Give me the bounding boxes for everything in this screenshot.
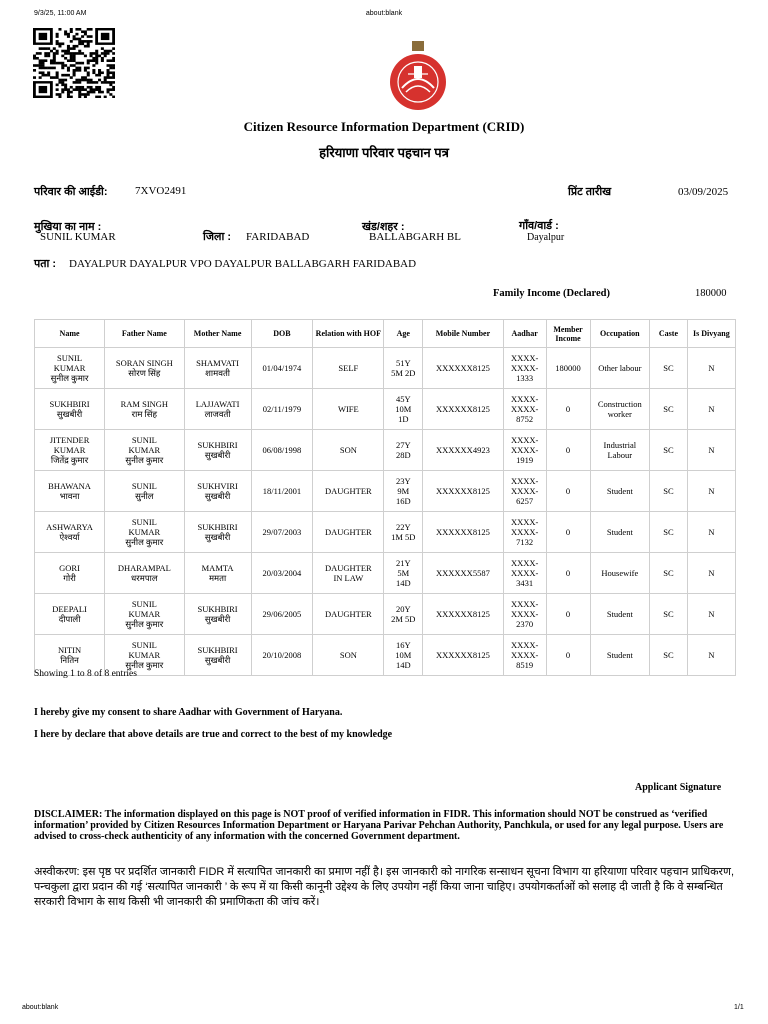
cell-line: XXXX- <box>510 517 539 527</box>
cell-line: 8752 <box>516 414 534 424</box>
cell-line: XXXX- <box>510 527 539 537</box>
cell-line: 9M <box>397 486 410 496</box>
cell-mother <box>184 348 251 389</box>
table-row <box>35 389 736 430</box>
cell-mobile: XXXXXX4923 <box>423 430 504 471</box>
cell-mobile: XXXXXX8125 <box>423 635 504 676</box>
cell-line: जितेंद्र कुमार <box>50 455 89 465</box>
cell-caste: SC <box>650 594 688 635</box>
cell-line: XXXX- <box>510 476 539 486</box>
cell-relation <box>313 348 384 389</box>
cell-income: 0 <box>546 389 590 430</box>
cell-line: धरमपाल <box>131 573 158 583</box>
cell-mobile: XXXXXX8125 <box>423 594 504 635</box>
cell-divyang: N <box>687 553 735 594</box>
cell-line: SUKHBIRI <box>197 604 238 614</box>
cell-line: ऐश्वर्या <box>59 532 80 542</box>
cell-line: Industrial <box>603 440 637 450</box>
cell-line: XXXX- <box>510 650 539 660</box>
cell-mother <box>184 553 251 594</box>
cell-line: GORI <box>59 563 80 573</box>
cell-occupation <box>590 430 650 471</box>
cell-father <box>105 430 185 471</box>
cell-line: KUMAR <box>128 609 161 619</box>
cell-line: SUNIL <box>131 640 157 650</box>
cell-caste: SC <box>650 389 688 430</box>
cell-line: 1D <box>398 414 409 424</box>
cell-line: BHAWANA <box>48 481 91 491</box>
cell-line: SUKHBIRI <box>197 522 238 532</box>
district-value: FARIDABAD <box>246 231 310 243</box>
cell-line: 14D <box>395 660 411 670</box>
cell-line: XXXX- <box>510 445 539 455</box>
cell-line: Student <box>606 486 633 496</box>
cell-line: XXXX- <box>510 394 539 404</box>
cell-line: 6257 <box>516 496 534 506</box>
cell-income: 0 <box>546 594 590 635</box>
cell-dob: 06/08/1998 <box>251 430 313 471</box>
cell-divyang: N <box>687 594 735 635</box>
cell-line: XXXX- <box>510 640 539 650</box>
cell-father <box>105 594 185 635</box>
cell-line: SHAMVATI <box>196 358 239 368</box>
cell-income: 0 <box>546 635 590 676</box>
haryana-emblem-icon <box>388 40 448 112</box>
cell-line: Student <box>606 609 633 619</box>
cell-line: SUNIL <box>57 353 83 363</box>
cell-dob: 01/04/1974 <box>251 348 313 389</box>
cell-line: SELF <box>338 363 359 373</box>
family-id-value: 7XVO2491 <box>135 185 187 197</box>
cell-relation <box>313 594 384 635</box>
column-header: Age <box>384 320 423 348</box>
cell-divyang: N <box>687 635 735 676</box>
cell-line: Student <box>606 527 633 537</box>
head-label: मुखिया का नाम : <box>34 221 102 233</box>
cell-line: SUKHBIRI <box>197 645 238 655</box>
cell-line: XXXX- <box>510 609 539 619</box>
column-header: Aadhar <box>503 320 546 348</box>
cell-line: 10M <box>395 404 412 414</box>
table-row <box>35 471 736 512</box>
cell-mobile: XXXXXX8125 <box>423 389 504 430</box>
cell-occupation <box>590 512 650 553</box>
cell-mobile: XXXXXX5587 <box>423 553 504 594</box>
column-header: Mother Name <box>184 320 251 348</box>
cell-age <box>384 553 423 594</box>
cell-father <box>105 512 185 553</box>
cell-aadhar <box>503 553 546 594</box>
cell-line: 14D <box>395 578 411 588</box>
cell-line: 2M 5D <box>391 614 416 624</box>
print-date-value: 03/09/2025 <box>678 186 729 198</box>
cell-line: 1919 <box>516 455 534 465</box>
print-date-label: प्रिंट तारीख <box>568 186 612 198</box>
cell-occupation <box>590 635 650 676</box>
cell-line: नितिन <box>60 655 79 665</box>
cell-line: सुखबीरी <box>204 450 231 460</box>
cell-line: JITENDER <box>49 435 90 445</box>
cell-father <box>105 471 185 512</box>
cell-line: शामवती <box>205 368 230 378</box>
cell-line: XXXX- <box>510 363 539 373</box>
cell-income: 0 <box>546 512 590 553</box>
cell-income: 180000 <box>546 348 590 389</box>
cell-aadhar <box>503 348 546 389</box>
cell-age <box>384 512 423 553</box>
address-value: DAYALPUR DAYALPUR VPO DAYALPUR BALLABGARH FARIDABAD <box>69 258 417 270</box>
cell-aadhar <box>503 635 546 676</box>
cell-line: Labour <box>607 450 633 460</box>
cell-line: KUMAR <box>128 445 161 455</box>
cell-line: सुखबीरी <box>56 409 83 419</box>
cell-occupation <box>590 389 650 430</box>
cell-name <box>35 594 105 635</box>
cell-aadhar <box>503 471 546 512</box>
cell-line: सुनील कुमार <box>125 537 164 547</box>
cell-relation <box>313 553 384 594</box>
cell-name <box>35 471 105 512</box>
cell-line: 5M 2D <box>391 368 416 378</box>
cell-age <box>384 594 423 635</box>
cell-father <box>105 553 185 594</box>
cell-line: सुनील कुमार <box>50 373 89 383</box>
column-header: DOB <box>251 320 313 348</box>
page-count: 1/1 <box>734 1004 744 1011</box>
column-header: Father Name <box>105 320 185 348</box>
cell-line: SUKHBIRI <box>197 440 238 450</box>
cell-age <box>384 430 423 471</box>
cell-dob: 18/11/2001 <box>251 471 313 512</box>
block-label: खंड/शहर : <box>362 221 405 233</box>
cell-line: 28D <box>395 450 411 460</box>
cell-line: ममता <box>208 573 227 583</box>
cell-caste: SC <box>650 430 688 471</box>
column-header: Member Income <box>546 320 590 348</box>
card-title-hindi: हरियाणा परिवार पहचान पत्र <box>319 145 449 160</box>
cell-occupation <box>590 348 650 389</box>
cell-aadhar <box>503 430 546 471</box>
family-id-label: परिवार की आईडी: <box>34 186 108 198</box>
cell-divyang: N <box>687 471 735 512</box>
cell-aadhar <box>503 512 546 553</box>
cell-line: Other labour <box>598 363 642 373</box>
family-members-table <box>34 319 736 676</box>
family-income-value: 180000 <box>695 288 727 299</box>
department-title: Citizen Resource Information Department (CRID) <box>243 119 525 134</box>
cell-line: 45Y <box>395 394 411 404</box>
declaration-line: I here by declare that above details are true and correct to the best of my knowledge <box>34 729 393 740</box>
cell-divyang: N <box>687 512 735 553</box>
print-timestamp: 9/3/25, 11:00 AM <box>34 10 87 17</box>
table-row <box>35 512 736 553</box>
cell-line: ASHWARYA <box>46 522 93 532</box>
cell-line: WIFE <box>337 404 359 414</box>
cell-line: KUMAR <box>53 445 86 455</box>
cell-line: सुनील कुमार <box>125 619 164 629</box>
cell-line: SUNIL <box>131 599 157 609</box>
cell-age <box>384 471 423 512</box>
cell-line: Student <box>606 650 633 660</box>
cell-line: 22Y <box>395 522 411 532</box>
column-header: Mobile Number <box>423 320 504 348</box>
cell-father <box>105 389 185 430</box>
cell-line: DAUGHTER <box>324 527 372 537</box>
cell-line: SUNIL <box>131 435 157 445</box>
qr-code-icon <box>33 28 115 98</box>
cell-line: Housewife <box>601 568 639 578</box>
cell-name <box>35 553 105 594</box>
cell-aadhar <box>503 389 546 430</box>
cell-line: DAUGHTER <box>324 609 372 619</box>
cell-line: 1333 <box>516 373 534 383</box>
cell-line: 7132 <box>516 537 534 547</box>
cell-caste: SC <box>650 512 688 553</box>
cell-line: 3431 <box>516 578 534 588</box>
cell-mother <box>184 594 251 635</box>
column-header: Occupation <box>590 320 650 348</box>
cell-age <box>384 348 423 389</box>
cell-mobile: XXXXXX8125 <box>423 471 504 512</box>
cell-line: सोरण सिंह <box>128 368 161 378</box>
cell-line: गोरी <box>63 573 76 583</box>
cell-dob: 20/10/2008 <box>251 635 313 676</box>
disclaimer-hindi: अस्वीकरण: इस पृष्ठ पर प्रदर्शित जानकारी FIDR में सत्यापित जानकारी का प्रमाण नहीं है। इस जानकारी को नागरिक सन्साधन सूचना विभाग या हरियाणा परिवार पहचान प्राधिकरण, पन्चकुला द्वारा प्रदान की गई ‘सत्यापित जानकारी ’ के रूप में या किसी कानूनी उद्देश्य के लिए उपयोग नहीं किया जाना चाहिए। उपयोगकर्ताओं को सलाह दी जाती है कि वे सम्बन्धित सरकारी विभाग के साथ किसी भी जानकारी की प्रमाणिकता की जांच करें। <box>34 866 735 908</box>
cell-line: XXXX- <box>510 404 539 414</box>
cell-line: राम सिंह <box>131 409 158 419</box>
cell-relation <box>313 512 384 553</box>
cell-line: XXXX- <box>510 599 539 609</box>
district-label: जिला : <box>203 231 232 243</box>
cell-relation <box>313 430 384 471</box>
cell-line: 21Y <box>395 558 411 568</box>
cell-line: सुखबीरी <box>204 491 231 501</box>
cell-line: SORAN SINGH <box>115 358 173 368</box>
cell-line: 51Y <box>395 358 411 368</box>
cell-line: 2370 <box>516 619 534 629</box>
cell-line: NITIN <box>57 645 82 655</box>
cell-line: LAJJAWATI <box>195 399 240 409</box>
cell-dob: 20/03/2004 <box>251 553 313 594</box>
cell-line: लाजवती <box>204 409 231 419</box>
cell-line: SUNIL <box>131 481 157 491</box>
cell-line: 16Y <box>395 640 411 650</box>
cell-income: 0 <box>546 553 590 594</box>
cell-line: 27Y <box>395 440 411 450</box>
cell-income: 0 <box>546 471 590 512</box>
cell-relation <box>313 389 384 430</box>
cell-line: RAM SINGH <box>120 399 169 409</box>
footer-url: about:blank <box>22 1004 59 1011</box>
cell-income: 0 <box>546 430 590 471</box>
cell-line: DEEPALI <box>52 604 87 614</box>
cell-line: सुखबीरी <box>204 532 231 542</box>
cell-mother <box>184 430 251 471</box>
cell-divyang: N <box>687 389 735 430</box>
cell-occupation <box>590 471 650 512</box>
cell-father <box>105 348 185 389</box>
cell-divyang: N <box>687 348 735 389</box>
table-row <box>35 430 736 471</box>
cell-line: worker <box>607 409 632 419</box>
cell-line: SON <box>339 650 357 660</box>
column-header: Is Divyang <box>687 320 735 348</box>
cell-name <box>35 348 105 389</box>
table-header-row <box>35 320 736 348</box>
cell-line: Construction <box>597 399 642 409</box>
cell-line: XXXX- <box>510 568 539 578</box>
block-value: BALLABGARH BL <box>369 231 461 243</box>
cell-relation <box>313 471 384 512</box>
cell-line: SUKHBIRI <box>49 399 90 409</box>
cell-line: 1M 5D <box>391 532 416 542</box>
cell-line: सुखबीरी <box>204 614 231 624</box>
cell-mother <box>184 389 251 430</box>
cell-line: MAMTA <box>201 563 234 573</box>
cell-occupation <box>590 553 650 594</box>
cell-line: सुखबीरी <box>204 655 231 665</box>
family-income-label: Family Income (Declared) <box>493 288 611 299</box>
cell-dob: 29/07/2003 <box>251 512 313 553</box>
cell-caste: SC <box>650 471 688 512</box>
column-header: Caste <box>650 320 688 348</box>
cell-aadhar <box>503 594 546 635</box>
cell-line: DAUGHTER <box>324 563 372 573</box>
cell-dob: 02/11/1979 <box>251 389 313 430</box>
cell-dob: 29/06/2005 <box>251 594 313 635</box>
cell-mother <box>184 635 251 676</box>
table-body <box>35 348 736 676</box>
table-row <box>35 594 736 635</box>
cell-age <box>384 389 423 430</box>
cell-name <box>35 512 105 553</box>
cell-name <box>35 430 105 471</box>
cell-line: KUMAR <box>53 363 86 373</box>
cell-mobile: XXXXXX8125 <box>423 512 504 553</box>
cell-caste: SC <box>650 635 688 676</box>
entries-info: Showing 1 to 8 of 8 entries <box>34 669 137 679</box>
cell-line: 8519 <box>516 660 534 670</box>
cell-line: 23Y <box>395 476 411 486</box>
table-row <box>35 635 736 676</box>
cell-line: KUMAR <box>128 650 161 660</box>
print-tab-title: about:blank <box>365 10 403 17</box>
cell-caste: SC <box>650 348 688 389</box>
cell-line: DAUGHTER <box>324 486 372 496</box>
cell-caste: SC <box>650 553 688 594</box>
cell-relation <box>313 635 384 676</box>
cell-age <box>384 635 423 676</box>
column-header: Name <box>35 320 105 348</box>
cell-line: 5M <box>397 568 410 578</box>
cell-line: सुनील <box>135 491 154 501</box>
column-header: Relation with HOF <box>313 320 384 348</box>
cell-line: SUKHVIRI <box>197 481 238 491</box>
cell-mobile: XXXXXX8125 <box>423 348 504 389</box>
consent-line: I hereby give my consent to share Aadhar with Government of Haryana. <box>34 707 343 718</box>
address-label: पता : <box>34 258 57 270</box>
applicant-signature-label: Applicant Signature <box>635 782 722 793</box>
table-row <box>35 348 736 389</box>
cell-line: सुनील कुमार <box>125 660 164 670</box>
cell-line: KUMAR <box>128 527 161 537</box>
village-value: Dayalpur <box>527 232 565 243</box>
cell-divyang: N <box>687 430 735 471</box>
head-value: SUNIL KUMAR <box>40 231 116 243</box>
cell-name <box>35 389 105 430</box>
cell-occupation <box>590 594 650 635</box>
table-row <box>35 553 736 594</box>
cell-line: दीपाली <box>58 614 81 624</box>
cell-line: भावना <box>59 491 80 501</box>
cell-line: सुनील कुमार <box>125 455 164 465</box>
cell-line: XXXX- <box>510 558 539 568</box>
cell-line: SON <box>339 445 357 455</box>
cell-line: DHARAMPAL <box>117 563 171 573</box>
cell-line: 20Y <box>395 604 411 614</box>
cell-line: XXXX- <box>510 486 539 496</box>
cell-line: SUNIL <box>131 517 157 527</box>
cell-line: XXXX- <box>510 435 539 445</box>
cell-mother <box>184 512 251 553</box>
cell-line: 16D <box>395 496 411 506</box>
cell-line: 10M <box>395 650 412 660</box>
cell-line: XXXX- <box>510 353 539 363</box>
disclaimer-english: DISCLAIMER: The information displayed on this page is NOT proof of verified information in FIDR. This information should NOT be construed as ‘verified information’ provided by Citizen Resources Information Department or Haryana Parivar Pehchan Authority, Panchkula, or used for any legal purpose. Users are advised to cross-check authenticity of any information with the concerned Government department. <box>34 809 724 842</box>
village-label: गाँव/वार्ड : <box>519 220 559 232</box>
cell-line: IN LAW <box>333 573 364 583</box>
cell-mother <box>184 471 251 512</box>
